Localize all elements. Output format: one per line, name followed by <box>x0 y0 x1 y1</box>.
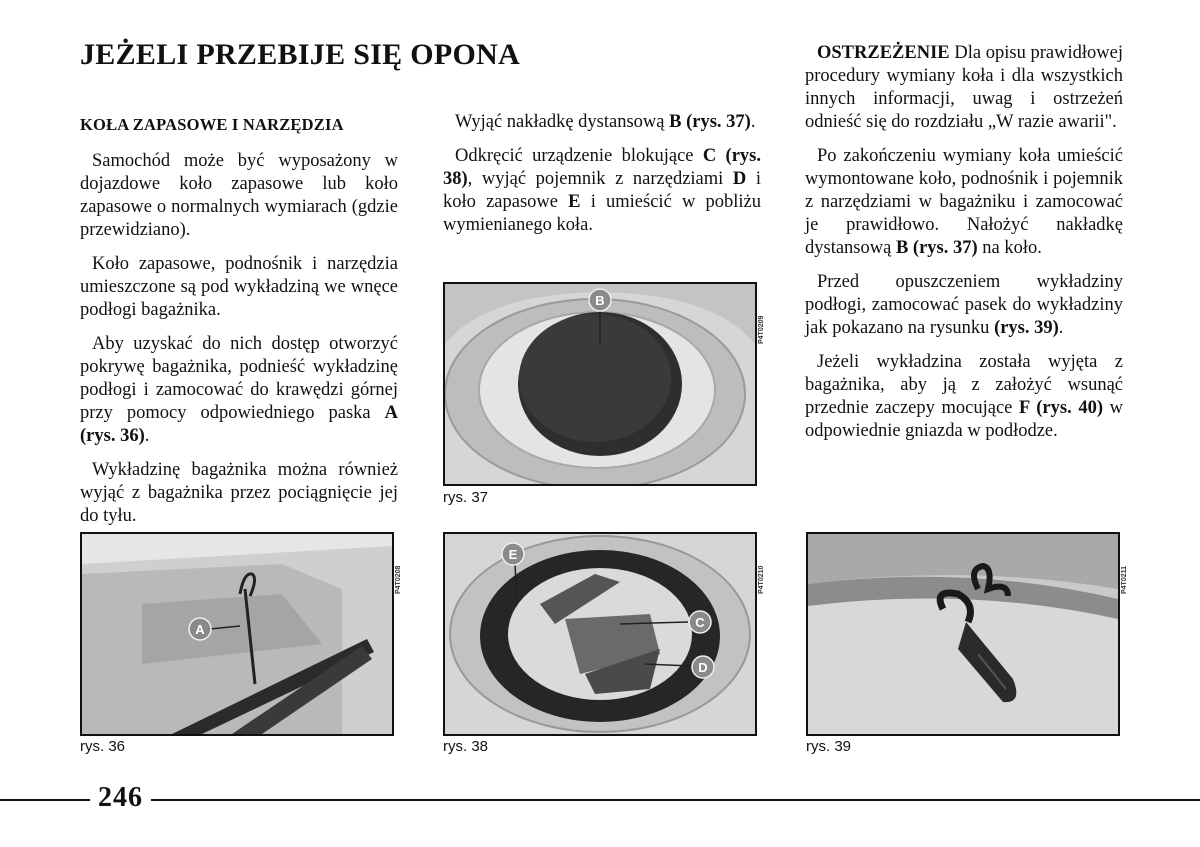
paragraph: Odkręcić urządzenie blokujące C (rys. 38), wyjąć pojemnik z narzędziami D i koło zapasowe E i umieścić w pobliżu wymienianego koła. <box>443 146 761 235</box>
column-1 <box>80 113 398 539</box>
figure-37-image <box>443 282 757 486</box>
figure-36-caption: rys. 36 <box>80 738 126 755</box>
figure-38-image <box>443 532 757 736</box>
figure-label-d: D <box>698 660 708 675</box>
figure-reference: F (rys. 40) <box>1019 398 1103 418</box>
column-3 <box>805 42 1123 454</box>
column-2 <box>443 111 761 248</box>
page-number: 246 <box>90 782 151 814</box>
figure-reference: B (rys. 37) <box>895 238 978 258</box>
figure-37-caption: rys. 37 <box>443 489 489 506</box>
figure-39-drawing <box>808 534 1118 734</box>
figure-label-a: A <box>195 622 205 637</box>
figure-38-caption: rys. 38 <box>443 738 489 755</box>
figure-36-code: P4T0208 <box>395 565 402 594</box>
paragraph: Po zakończeniu wymiany koła umieścić wymontowane koło, podnośnik i pojemnik z narzędziami w bagażniku i zamocować je prawidłowo. Nałożyć nakładkę dystansową B (rys. 37) na koło. <box>805 146 1123 258</box>
paragraph: Wyjąć nakładkę dystansową B (rys. 37). <box>455 112 756 132</box>
page-title: JEŻELI PRZEBIJE SIĘ OPONA <box>80 38 521 71</box>
paragraph: Aby uzyskać do nich dostęp otworzyć pokrywę bagażnika, podnieść wykładzinę podłogi i zamocować do krawędzi górnej przy pomocy odpowiedniego paska A (rys. 36). <box>80 334 398 446</box>
footer-rule <box>0 799 1200 801</box>
figure-38-code: P4T0210 <box>758 565 765 594</box>
figure-reference: B (rys. 37) <box>669 112 751 132</box>
figure-38-drawing <box>445 534 755 734</box>
paragraph: Koło zapasowe, podnośnik i narzędzia umieszczone są pod wykładziną we wnęce podłogi bagażnika. <box>80 254 398 320</box>
figure-reference: C (rys. 38) <box>443 146 761 189</box>
figure-36-drawing <box>82 534 392 734</box>
warning-paragraph: OSTRZEŻENIE Dla opisu prawidłowej procedury wymiany koła i dla wszystkich innych informacji, uwag i ostrzeżeń odnieść się do rozdziału „W razie awarii". <box>805 43 1123 132</box>
figure-reference: (rys. 39) <box>994 318 1059 338</box>
paragraph: Przed opuszczeniem wykładziny podłogi, zamocować pasek do wykładziny jak pokazano na rysunku (rys. 39). <box>805 272 1123 338</box>
figure-reference: A (rys. 36) <box>80 403 398 446</box>
figure-39-image <box>806 532 1120 736</box>
paragraph: Jeżeli wykładzina została wyjęta z bagażnika, aby ją z założyć wsunąć przednie zaczepy mocujące F (rys. 40) w odpowiednie gniazda w podłodze. <box>805 352 1123 441</box>
figure-label-e: E <box>508 547 518 562</box>
figure-label-c: C <box>695 615 705 630</box>
figure-label-b: B <box>595 293 605 308</box>
figure-37-drawing <box>445 284 755 484</box>
section-subheading: KOŁA ZAPASOWE I NARZĘDZIA <box>80 115 344 134</box>
paragraph: Samochód może być wyposażony w dojazdowe koło zapasowe lub koło zapasowe o normalnych wymiarach (gdzie przewidziano). <box>80 151 398 240</box>
figure-39-caption: rys. 39 <box>806 738 852 755</box>
paragraph: Wykładzinę bagażnika można również wyjąć z bagażnika przez pociągnięcie jej do tyłu. <box>80 460 398 526</box>
figure-37-code: P4T0209 <box>758 315 765 344</box>
figure-39-code: P4T0211 <box>1121 565 1128 594</box>
warning-label: OSTRZEŻENIE <box>817 43 950 63</box>
figure-36-image <box>80 532 394 736</box>
